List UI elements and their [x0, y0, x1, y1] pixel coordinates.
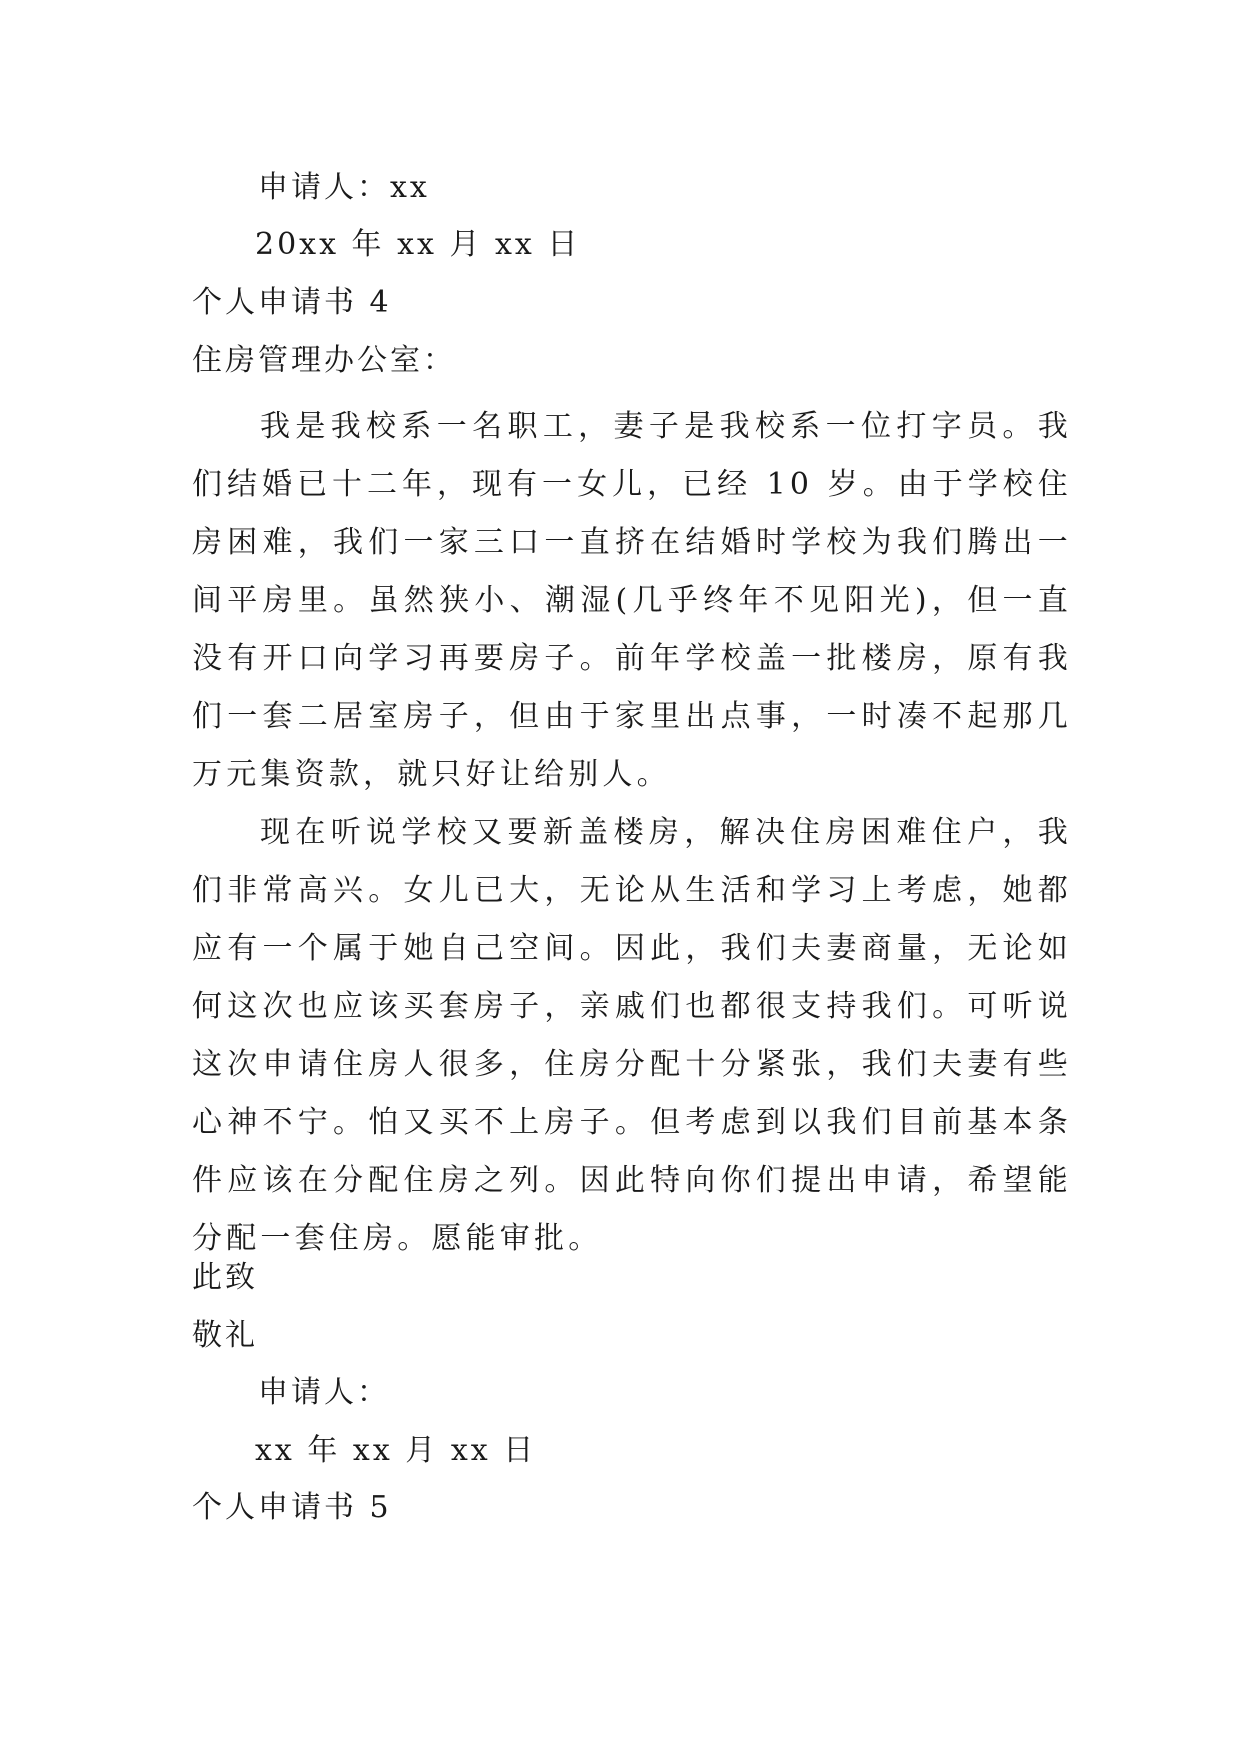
body-paragraph-1: 我是我校系一名职工，妻子是我校系一位打字员。我们结婚已十二年，现有一女儿，已经 10 岁。由于学校住房困难，我们一家三口一直挤在结婚时学校为我们腾出一间平房里。虽然狭小、潮湿(几乎终年不见阳光)，但一直没有开口向学习再要房子。前年学校盖一批楼房，原有我们一套二居室房子，但由于家里出点事，一时凑不起那几万元集资款，就只好让给别人。: [192, 409, 1072, 792]
salutation: 住房管理办公室：: [192, 343, 456, 378]
applicant-line: 申请人：: [258, 1375, 390, 1410]
next-section-title: 个人申请书 5: [192, 1490, 392, 1525]
date-line: xx 年 xx 月 xx 日: [255, 1433, 537, 1468]
closing-respectfully: 此致: [192, 1260, 258, 1295]
closing-salute: 敬礼: [192, 1318, 258, 1353]
section-title: 个人申请书 4: [192, 285, 392, 320]
prev-applicant-line: 申请人：xx: [258, 170, 430, 205]
prev-date-line: 20xx 年 xx 月 xx 日: [255, 227, 581, 262]
body-paragraph-2: 现在听说学校又要新盖楼房，解决住房困难住户，我们非常高兴。女儿已大，无论从生活和学习上考虑，她都应有一个属于她自己空间。因此，我们夫妻商量，无论如何这次也应该买套房子，亲戚们也都很支持我们。可听说这次申请住房人很多，住房分配十分紧张，我们夫妻有些心神不宁。怕又买不上房子。但考虑到以我们目前基本条件应该在分配住房之列。因此特向你们提出申请，希望能分配一套住房。愿能审批。: [192, 815, 1072, 1256]
